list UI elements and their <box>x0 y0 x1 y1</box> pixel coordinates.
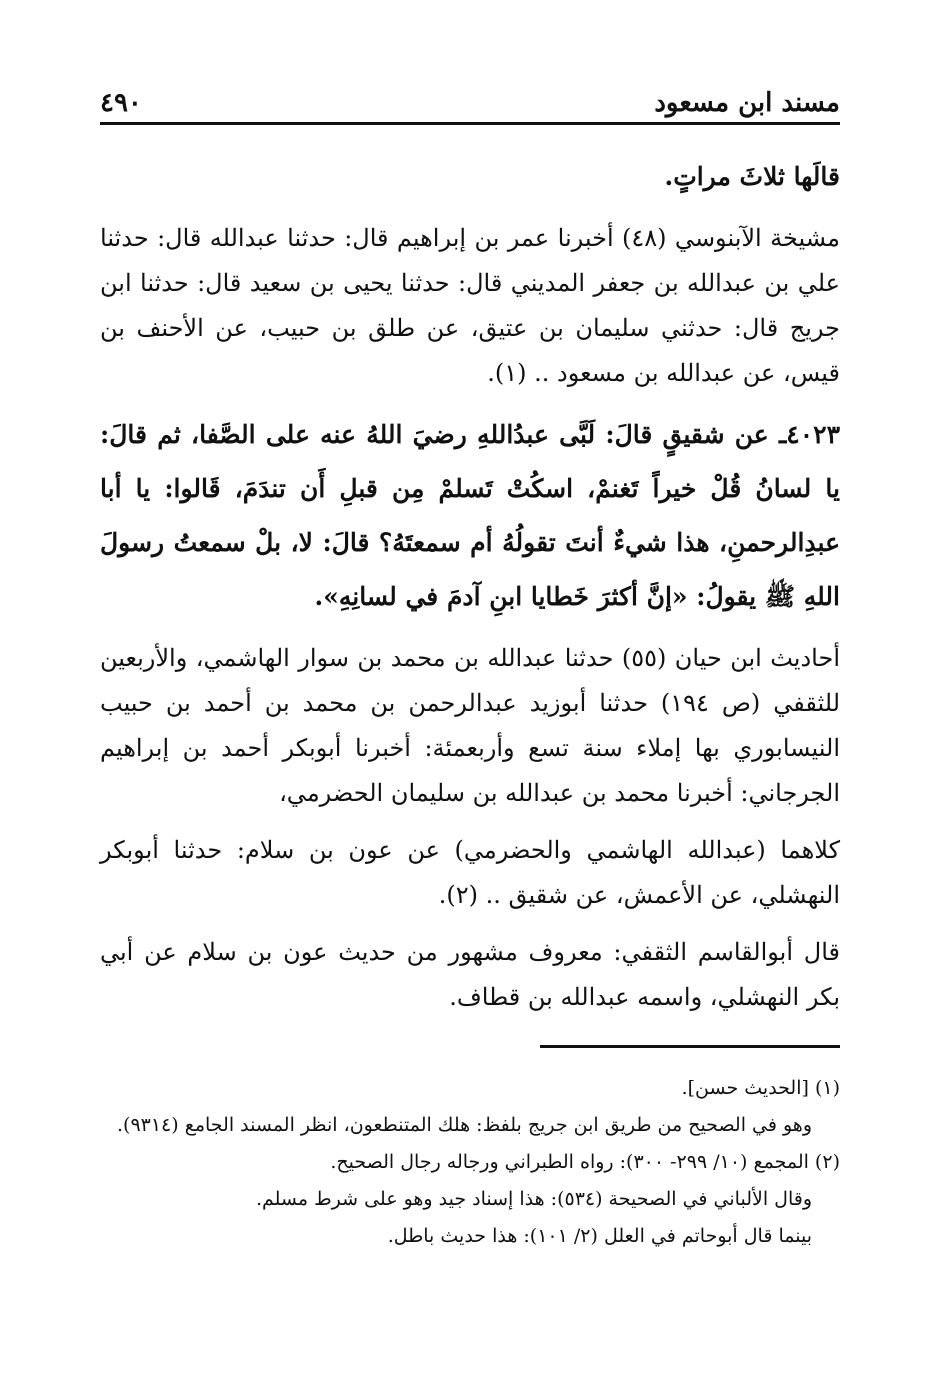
paragraph-isnad-2: أحاديث ابن حيان (٥٥) حدثنا عبدالله بن محمد بن سوار الهاشمي، والأربعين للثقفي (ص ١٩٤) حدثنا أبوزيد عبدالرحمن بن محمد بن أحمد بن حبيب النيسابوري بها إملاء سنة تسع وأربعمئة: أخبرنا أبوبكر أحمد بن إبراهيم الجرجاني: أخبرنا محمد بن عبدالله بن سليمان الحضرمي، <box>100 644 841 807</box>
hadith-4023: ٤٠٢٣ـ عن شقيقٍ قالَ: لَبَّى عبدُاللهِ رضيَ اللهُ عنه على الصَّفا، ثم قالَ: يا لسانُ قُلْ خيراً تَغنمْ، اسكُتْ تَسلمْ مِن قبلِ أَن تندَمَ، قَالوا: يا أبا عبدِالرحمنِ، هذا شيءٌ أنتَ تقولُهُ أم سمعتَهُ؟ قالَ: لا، بلْ سمعتُ رسولَ اللهِ ﷺ يقولُ: «إنَّ أكثرَ خَطايا ابنِ آدمَ في لسانِهِ». <box>100 420 840 611</box>
footnote-1: (١) [الحديث حسن]. <box>681 1077 840 1099</box>
running-title: مسند ابن مسعود <box>654 88 840 118</box>
footnote-2-continuation-1: وقال الألباني في الصحيحة (٥٣٤): هذا إسناد جيد وهو على شرط مسلم. <box>255 1188 812 1210</box>
page-number: ٤٩٠ <box>100 88 142 118</box>
footnote-divider <box>540 1045 840 1048</box>
paragraph-isnad-1: مشيخة الآبنوسي (٤٨) أخبرنا عمر بن إبراهيم قال: حدثنا عبدالله قال: حدثنا علي بن عبدالله بن جعفر المديني قال: حدثنا يحيى بن سعيد قال: حدثنا ابن جريج قال: حدثني سليمان بن عتيق، عن طلق بن حبيب، عن الأحنف بن قيس، عن عبدالله بن مسعود .. (١). <box>100 224 841 387</box>
footnote-2-continuation-2: بينما قال أبوحاتم في العلل (٢/ ١٠١): هذا حديث باطل. <box>387 1225 812 1247</box>
footnote-1-continuation: وهو في الصحيح من طريق ابن جريج بلفظ: هلك المتنطعون، انظر المسند الجامع (٩٣١٤). <box>116 1114 812 1136</box>
footnotes <box>100 1070 840 1255</box>
paragraph-comment: قال أبوالقاسم الثقفي: معروف مشهور من حديث عون بن سلام عن أبي بكر النهشلي، واسمه عبدالله بن قطاف. <box>100 938 840 1011</box>
main-text <box>100 150 840 1032</box>
page-header <box>100 78 840 125</box>
paragraph-isnad-3: كلاهما (عبدالله الهاشمي والحضرمي) عن عون بن سلام: حدثنا أبوبكر النهشلي، عن الأعمش، عن شقيق .. (٢). <box>100 836 840 909</box>
paragraph-ending: قالَها ثلاثَ مراتٍ. <box>664 162 840 191</box>
footnote-2: (٢) المجمع (١٠/ ٢٩٩- ٣٠٠): رواه الطبراني ورجاله رجال الصحيح. <box>330 1151 840 1173</box>
